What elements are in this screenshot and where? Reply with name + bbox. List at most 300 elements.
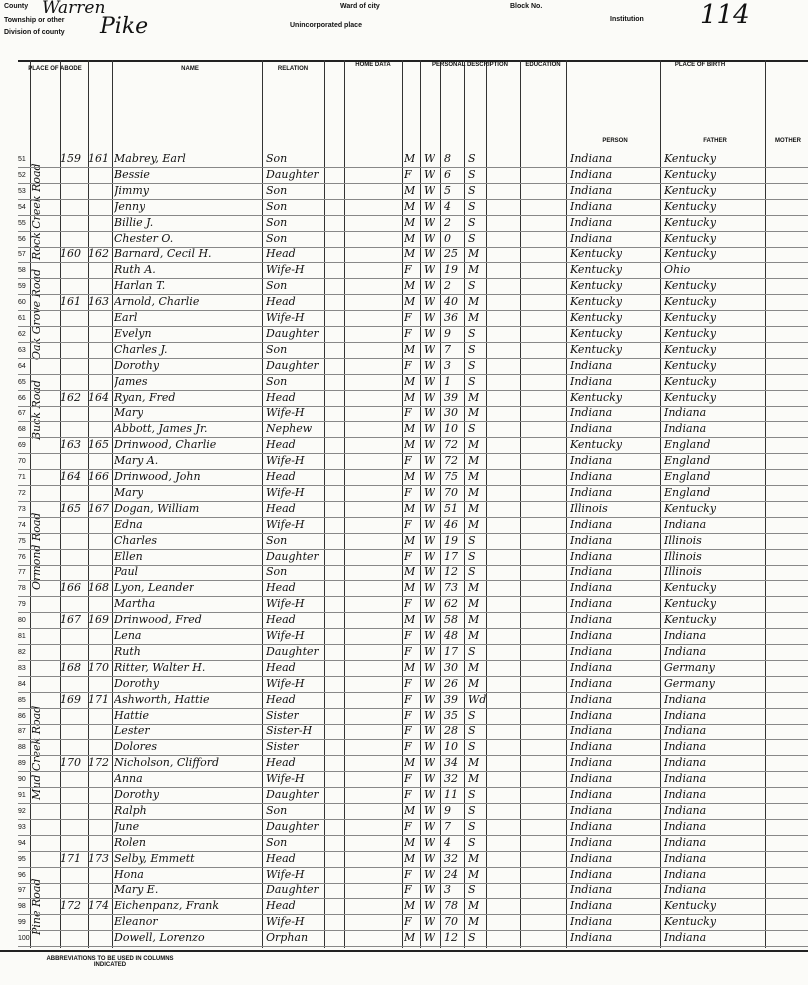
sex: M (404, 803, 416, 817)
person-name: Drinwood, Fred (114, 613, 202, 627)
header-father: FATHER (703, 138, 727, 144)
race: W (424, 899, 436, 913)
birthplace: Indiana (570, 708, 613, 722)
marital-status: S (468, 183, 476, 197)
row-number: 80 (18, 617, 26, 625)
person-name: Nicholson, Clifford (114, 756, 220, 770)
marital-status: M (468, 756, 480, 770)
marital-status: S (468, 724, 476, 738)
age: 34 (444, 756, 458, 770)
birthplace: Indiana (570, 167, 613, 181)
dwelling-number: 171 (60, 851, 81, 865)
person-name: Martha (114, 597, 156, 611)
table-row (18, 565, 808, 581)
relation: Daughter (266, 788, 319, 801)
race: W (424, 406, 436, 420)
row-number: 82 (18, 648, 26, 656)
person-name: Ellen (114, 549, 143, 563)
table-row (18, 836, 808, 852)
township-value: Pike (100, 14, 149, 39)
dwelling-number: 167 (60, 613, 81, 627)
person-name: Billie J. (114, 215, 154, 229)
marital-status: S (468, 835, 476, 849)
marital-status: S (468, 374, 476, 388)
row-number: 54 (18, 203, 26, 211)
dwelling-number: 164 (60, 470, 81, 483)
father-birthplace: Kentucky (664, 581, 717, 595)
age: 12 (444, 565, 458, 579)
age: 19 (444, 263, 458, 277)
sex: M (404, 931, 416, 945)
sex: M (404, 613, 416, 627)
row-number: 95 (18, 855, 26, 863)
age: 32 (444, 772, 458, 786)
relation: Son (266, 533, 288, 547)
birthplace: Indiana (570, 422, 613, 436)
person-name: Dorothy (114, 358, 160, 372)
race: W (424, 644, 436, 658)
sex: M (404, 438, 416, 452)
birthplace: Indiana (570, 756, 613, 770)
marital-status: S (468, 167, 476, 181)
race: W (424, 629, 436, 642)
race: W (424, 533, 436, 547)
table-row (18, 645, 808, 661)
marital-status: S (468, 533, 476, 547)
race: W (424, 422, 436, 436)
sex: M (404, 247, 416, 261)
row-number: 94 (18, 839, 26, 847)
age: 7 (444, 819, 451, 833)
father-birthplace: Indiana (664, 819, 707, 833)
row-number: 85 (18, 696, 26, 704)
sex: F (404, 629, 412, 642)
race: W (424, 470, 436, 483)
marital-status: M (468, 517, 480, 531)
relation: Wife-H (266, 517, 305, 531)
sex: M (404, 342, 416, 356)
birthplace: Indiana (570, 629, 613, 642)
marital-status: M (468, 867, 480, 881)
marital-status: M (468, 613, 480, 627)
unincorporated-label: Unincorporated place (290, 22, 362, 29)
marital-status: M (468, 311, 480, 324)
sex: F (404, 263, 412, 277)
birthplace: Indiana (570, 740, 613, 754)
birthplace: Indiana (570, 597, 613, 611)
marital-status: S (468, 231, 476, 245)
race: W (424, 501, 436, 515)
sex: F (404, 358, 412, 372)
father-birthplace: Kentucky (664, 326, 717, 340)
relation: Sister (266, 708, 299, 722)
relation: Head (266, 470, 296, 483)
division-label: Division of county (4, 29, 65, 36)
birthplace: Indiana (570, 533, 613, 547)
marital-status: M (468, 597, 480, 611)
father-birthplace: England (664, 438, 711, 452)
person-name: Jimmy (114, 183, 150, 197)
race: W (424, 788, 436, 801)
sex: F (404, 692, 412, 706)
street-label: Ormond Road (30, 512, 43, 590)
header-education: EDUCATION (525, 62, 561, 68)
sex: M (404, 295, 416, 309)
row-number: 77 (18, 569, 26, 577)
race: W (424, 597, 436, 611)
table-row (18, 343, 808, 359)
row-number: 55 (18, 219, 26, 227)
sex: M (404, 279, 416, 293)
sex: M (404, 660, 416, 674)
table-row (18, 677, 808, 693)
row-number: 60 (18, 299, 26, 307)
sex: M (404, 231, 416, 245)
father-birthplace: Kentucky (664, 311, 717, 324)
age: 39 (444, 390, 458, 404)
marital-status: Wd (468, 692, 487, 706)
row-number: 90 (18, 776, 26, 784)
relation: Wife-H (266, 915, 305, 929)
table-row (18, 804, 808, 820)
sex: M (404, 390, 416, 404)
race: W (424, 772, 436, 786)
birthplace: Indiana (570, 581, 613, 595)
father-birthplace: Indiana (664, 724, 707, 738)
relation: Son (266, 231, 288, 245)
row-number: 79 (18, 601, 26, 609)
race: W (424, 931, 436, 945)
person-name: Evelyn (114, 326, 152, 340)
birthplace: Indiana (570, 374, 613, 388)
table-row (18, 391, 808, 407)
table-row (18, 438, 808, 454)
person-name: Anna (114, 772, 143, 786)
family-number: 167 (88, 501, 109, 515)
county-value: Warren (42, 0, 106, 18)
father-birthplace: Indiana (664, 835, 707, 849)
birthplace: Indiana (570, 231, 613, 245)
marital-status: M (468, 899, 480, 913)
family-number: 173 (88, 851, 109, 865)
person-name: Mary A. (114, 454, 159, 468)
table-row (18, 200, 808, 216)
relation: Head (266, 899, 296, 913)
sex: M (404, 835, 416, 849)
person-name: Jenny (114, 199, 146, 213)
birthplace: Indiana (570, 215, 613, 229)
marital-status: M (468, 295, 480, 309)
age: 4 (444, 199, 451, 213)
person-name: Ryan, Fred (114, 390, 176, 404)
row-number: 96 (18, 871, 26, 879)
father-birthplace: Kentucky (664, 152, 717, 165)
father-birthplace: Germany (664, 676, 715, 690)
relation: Head (266, 660, 296, 674)
table-row (18, 820, 808, 836)
table-row (18, 502, 808, 518)
age: 9 (444, 326, 451, 340)
person-name: Harlan T. (114, 279, 166, 293)
sex: F (404, 549, 412, 563)
block-label: Block No. (510, 3, 543, 10)
father-birthplace: Indiana (664, 644, 707, 658)
birthplace: Indiana (570, 517, 613, 531)
age: 9 (444, 803, 451, 817)
father-birthplace: Kentucky (664, 183, 717, 197)
table-row (18, 899, 808, 915)
father-birthplace: Kentucky (664, 295, 717, 309)
marital-status: S (468, 931, 476, 945)
birthplace: Indiana (570, 899, 613, 913)
table-row (18, 915, 808, 931)
row-number: 83 (18, 664, 26, 672)
birthplace: Kentucky (570, 263, 623, 277)
relation: Head (266, 247, 296, 261)
table-row (18, 629, 808, 645)
person-name: Mary (114, 485, 144, 499)
father-birthplace: Indiana (664, 406, 707, 420)
row-number: 53 (18, 187, 26, 195)
age: 36 (444, 311, 458, 324)
race: W (424, 676, 436, 690)
sex: F (404, 406, 412, 420)
birthplace: Indiana (570, 692, 613, 706)
age: 4 (444, 835, 451, 849)
table-row (18, 454, 808, 470)
person-name: Mabrey, Earl (114, 152, 186, 165)
father-birthplace: Kentucky (664, 501, 717, 515)
marital-status: S (468, 708, 476, 722)
race: W (424, 613, 436, 627)
race: W (424, 167, 436, 181)
birthplace: Indiana (570, 406, 613, 420)
row-number: 84 (18, 680, 26, 688)
age: 73 (444, 581, 458, 595)
sex: F (404, 167, 412, 181)
relation: Sister-H (266, 724, 313, 738)
family-number: 172 (88, 756, 109, 770)
marital-status: M (468, 263, 480, 277)
table-row (18, 311, 808, 327)
person-name: Ruth (114, 644, 141, 658)
relation: Son (266, 279, 288, 293)
relation: Daughter (266, 883, 319, 897)
person-name: Ritter, Walter H. (114, 660, 206, 674)
father-birthplace: Indiana (664, 708, 707, 722)
age: 28 (444, 724, 458, 738)
table-row (18, 152, 808, 168)
person-name: Dorothy (114, 788, 160, 801)
birthplace: Kentucky (570, 247, 623, 261)
marital-status: M (468, 915, 480, 929)
table-row (18, 216, 808, 232)
header-personal-description: PERSONAL DESCRIPTION (432, 62, 508, 68)
table-row (18, 724, 808, 740)
age: 1 (444, 374, 451, 388)
relation: Head (266, 692, 296, 706)
sex: M (404, 152, 416, 165)
relation: Son (266, 342, 288, 356)
race: W (424, 756, 436, 770)
row-number: 99 (18, 919, 26, 927)
race: W (424, 692, 436, 706)
family-number: 169 (88, 613, 109, 627)
race: W (424, 263, 436, 277)
row-number: 88 (18, 744, 26, 752)
father-birthplace: Indiana (664, 422, 707, 436)
header-home-data: HOME DATA (355, 62, 391, 68)
father-birthplace: Kentucky (664, 899, 717, 913)
marital-status: M (468, 581, 480, 595)
sex: F (404, 311, 412, 324)
marital-status: M (468, 660, 480, 674)
age: 39 (444, 692, 458, 706)
race: W (424, 517, 436, 531)
person-name: Charles (114, 533, 157, 547)
row-number: 51 (18, 156, 26, 163)
birthplace: Indiana (570, 613, 613, 627)
age: 3 (444, 358, 451, 372)
county-label: County (4, 3, 29, 10)
row-number: 59 (18, 283, 26, 291)
marital-status: M (468, 438, 480, 452)
person-name: Charles J. (114, 342, 168, 356)
sex: F (404, 788, 412, 801)
table-row (18, 470, 808, 486)
birthplace: Indiana (570, 676, 613, 690)
father-birthplace: Kentucky (664, 342, 717, 356)
age: 26 (444, 676, 458, 690)
person-name: Dorothy (114, 676, 160, 690)
table-row (18, 359, 808, 375)
age: 5 (444, 183, 451, 197)
relation: Head (266, 851, 296, 865)
dwelling-number: 163 (60, 438, 81, 452)
marital-status: S (468, 326, 476, 340)
relation: Head (266, 295, 296, 309)
sex: M (404, 565, 416, 579)
birthplace: Indiana (570, 724, 613, 738)
age: 19 (444, 533, 458, 547)
birthplace: Indiana (570, 358, 613, 372)
person-name: Selby, Emmett (114, 851, 195, 865)
sex: M (404, 899, 416, 913)
birthplace: Indiana (570, 454, 613, 468)
relation: Wife-H (266, 311, 305, 324)
sex: F (404, 676, 412, 690)
marital-status: M (468, 406, 480, 420)
person-name: Chester O. (114, 231, 174, 245)
marital-status: M (468, 247, 480, 261)
family-number: 171 (88, 692, 109, 706)
person-name: James (114, 374, 148, 388)
father-birthplace: Ohio (664, 263, 691, 277)
marital-status: S (468, 549, 476, 563)
row-number: 62 (18, 330, 26, 338)
dwelling-number: 159 (60, 152, 81, 165)
age: 17 (444, 549, 458, 563)
table-row (18, 788, 808, 804)
sex: M (404, 215, 416, 229)
relation: Son (266, 183, 288, 197)
birthplace: Indiana (570, 644, 613, 658)
sex: M (404, 199, 416, 213)
family-number: 170 (88, 660, 109, 674)
row-number: 68 (18, 426, 26, 434)
race: W (424, 231, 436, 245)
race: W (424, 311, 436, 324)
sex: M (404, 470, 416, 483)
person-name: Drinwood, John (114, 470, 201, 483)
row-number: 98 (18, 903, 26, 911)
age: 10 (444, 422, 458, 436)
abbreviations-title: ABBREVIATIONS TO BE USED IN COLUMNS INDICATED (46, 956, 174, 968)
marital-status: S (468, 565, 476, 579)
person-name: Bessie (114, 167, 150, 181)
person-name: Hattie (114, 708, 150, 722)
dwelling-number: 172 (60, 899, 81, 913)
race: W (424, 342, 436, 356)
dwelling-number: 170 (60, 756, 81, 770)
birthplace: Kentucky (570, 295, 623, 309)
relation: Wife-H (266, 867, 305, 881)
relation: Head (266, 581, 296, 595)
father-birthplace: Kentucky (664, 247, 717, 261)
table-row (18, 868, 808, 884)
race: W (424, 915, 436, 929)
age: 72 (444, 454, 458, 468)
dwelling-number: 161 (60, 295, 81, 309)
marital-status: M (468, 676, 480, 690)
age: 58 (444, 613, 458, 627)
person-name: Barnard, Cecil H. (114, 247, 212, 261)
row-number: 76 (18, 553, 26, 561)
person-name: Ralph (114, 803, 147, 817)
row-number: 70 (18, 458, 26, 466)
person-name: Rolen (114, 835, 147, 849)
row-number: 97 (18, 887, 26, 895)
birthplace: Indiana (570, 470, 613, 483)
table-row (18, 756, 808, 772)
row-number: 100 (18, 935, 30, 943)
table-row (18, 613, 808, 629)
birthplace: Illinois (570, 501, 608, 515)
race: W (424, 215, 436, 229)
marital-status: S (468, 788, 476, 801)
race: W (424, 565, 436, 579)
table-row (18, 247, 808, 263)
sex: F (404, 485, 412, 499)
header-name: NAME (181, 66, 199, 72)
row-number: 89 (18, 760, 26, 768)
header-mother: MOTHER (775, 138, 801, 144)
race: W (424, 708, 436, 722)
person-name: Drinwood, Charlie (114, 438, 217, 452)
table-row (18, 931, 808, 947)
table-row (18, 327, 808, 343)
relation: Wife-H (266, 406, 305, 420)
father-birthplace: Indiana (664, 867, 707, 881)
relation: Nephew (266, 422, 313, 436)
father-birthplace: Kentucky (664, 915, 717, 929)
sex: M (404, 183, 416, 197)
table-row (18, 550, 808, 566)
person-name: Dowell, Lorenzo (114, 931, 205, 945)
row-number: 69 (18, 442, 26, 450)
father-birthplace: Kentucky (664, 215, 717, 229)
sex: M (404, 533, 416, 547)
